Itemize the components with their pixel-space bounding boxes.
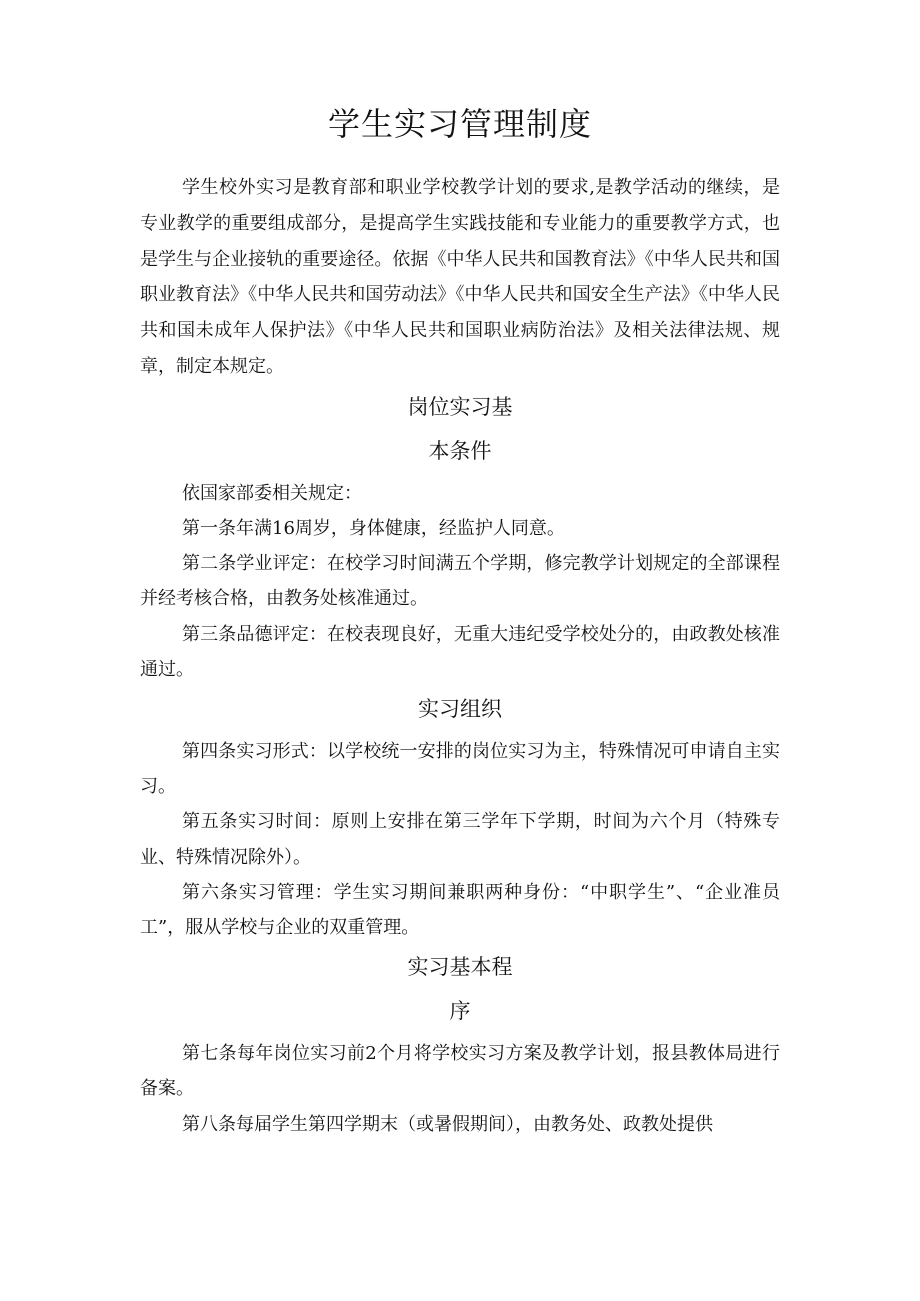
paragraph: 依国家部委相关规定： xyxy=(182,482,362,504)
section-heading-line: 本条件 xyxy=(428,438,492,463)
intro-paragraph: 学生校外实习是教育部和职业学校教学计划的要求,是教学活动的继续，是专业教学的重要组成部分，是提高学生实践技能和专业能力的重要教学方式，也是学生与企业接轨的重要途径。依据《中华人民共和国教育法》《中华人民共和国职业教育法》《中华人民共和国劳动法》《中华人民共和国安全生产法》《中华人民共和国未成年人保护法》《中华人民共和国职业病防治法》及相关法律法规、规章，制定本规定。 xyxy=(140,177,780,377)
section-heading-line: 实习组织 xyxy=(418,697,502,721)
section-heading-line: 岗位实习基 xyxy=(407,394,513,419)
paragraph: 第三条品德评定：在校表现良好，无重大违纪受学校处分的，由政教处核准通过。 xyxy=(140,623,780,680)
document-body xyxy=(140,170,780,1142)
document-title: 学生实习管理制度 xyxy=(327,105,592,143)
paragraph: 第一条年满16周岁，身体健康，经监护人同意。 xyxy=(182,517,565,539)
paragraph: 第七条每年岗位实习前2个月将学校实习方案及教学计划，报县教体局进行备案。 xyxy=(140,1043,780,1100)
paragraph: 第八条每届学生第四学期末（或暑假期间），由教务处、政教处提供 xyxy=(182,1113,713,1135)
paragraph: 第六条实习管理：学生实习期间兼职两种身份：“中职学生”、“企业准员工”，服从学校与企业的双重管理。 xyxy=(140,881,780,939)
paragraph: 第四条实习形式：以学校统一安排的岗位实习为主，特殊情况可申请自主实习。 xyxy=(140,741,780,798)
section-heading-line: 实习基本程 xyxy=(407,955,513,980)
section-heading-line: 序 xyxy=(449,999,471,1024)
section-heading-internship-organization xyxy=(140,687,780,731)
section-heading-internship-procedure xyxy=(140,945,780,1033)
section-heading-internship-conditions xyxy=(140,385,780,473)
paragraph: 第五条实习时间：原则上安排在第三学年下学期，时间为六个月（特殊专业、特殊情况除外）。 xyxy=(140,811,780,868)
paragraph: 第二条学业评定：在校学习时间满五个学期，修完教学计划规定的全部课程并经考核合格，由教务处核准通过。 xyxy=(140,553,780,610)
